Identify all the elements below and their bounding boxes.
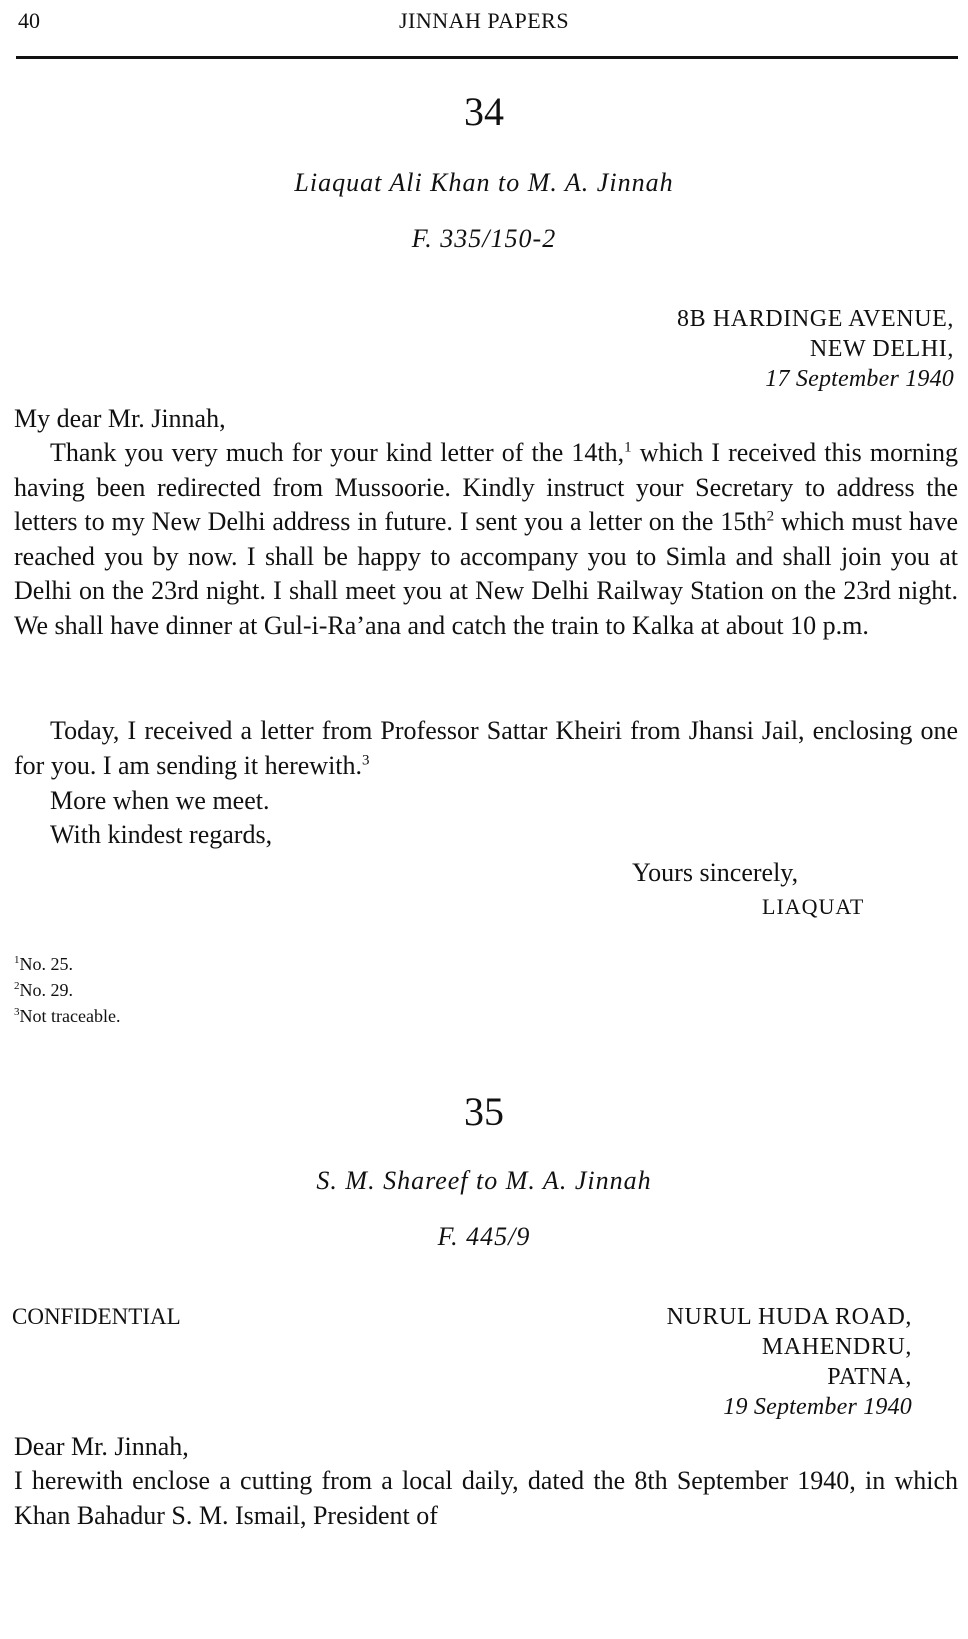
doc34-signature: LIAQUAT	[762, 894, 865, 919]
footnote-3-mark: 3	[14, 1006, 20, 1018]
doc35-classification: CONFIDENTIAL	[12, 1304, 181, 1329]
header-rule	[16, 56, 958, 59]
doc35-address-line1: NURUL HUDA ROAD,	[666, 1304, 912, 1330]
footnote-ref-3: 3	[362, 751, 370, 768]
footnote-1-mark: 1	[14, 954, 20, 966]
doc34-address-line2: NEW DELHI,	[809, 336, 954, 362]
doc34-paragraph-1	[14, 436, 958, 644]
doc35-reference: F. 445/9	[437, 1222, 531, 1251]
doc34-title: Liaquat Ali Khan to M. A. Jinnah	[294, 168, 674, 197]
doc35-date: 19 September 1940	[723, 1394, 912, 1420]
running-title: JINNAH PAPERS	[398, 8, 570, 33]
footnote-ref-1: 1	[624, 439, 632, 456]
doc34-address-line1: 8B HARDINGE AVENUE,	[677, 306, 954, 332]
footnote-3	[14, 1006, 120, 1027]
doc35-number: 35	[464, 1089, 504, 1134]
doc34-reference: F. 335/150-2	[411, 224, 557, 253]
doc34-number: 34	[464, 89, 504, 134]
page-number: 40	[18, 8, 40, 33]
doc34-p1-text-c: which must have reached you by now. I shall be happy to accompany you to Simla and shall join you at Delhi on the 23rd night. I shall meet you at New Delhi Railway Station on the 23rd night. We shall have dinner at Gul-i-Ra’ana and catch the train to Kalka at about 10 p.m.	[14, 507, 958, 640]
doc35-title: S. M. Shareef to M. A. Jinnah	[316, 1166, 652, 1195]
doc34-paragraph-3: More when we meet.	[50, 786, 270, 815]
doc34-p2-text: Today, I received a letter from Professor Sattar Kheiri from Jhansi Jail, enclosing one for you. I am sending it herewith.	[14, 716, 958, 780]
doc35-salutation: Dear Mr. Jinnah,	[14, 1432, 189, 1461]
doc34-paragraph-2	[14, 714, 958, 783]
footnote-3-text: Not traceable.	[19, 1006, 121, 1026]
doc34-p1-text-a: Thank you very much for your kind letter of the 14th,	[50, 438, 625, 467]
doc35-paragraph-1: I herewith enclose a cutting from a local daily, dated the 8th September 1940, in which Khan Bahadur S. M. Ismail, President of	[14, 1466, 958, 1530]
doc34-closing: Yours sincerely,	[632, 858, 799, 887]
doc34-salutation: My dear Mr. Jinnah,	[14, 404, 226, 433]
doc35-address-line3: PATNA,	[827, 1364, 912, 1390]
doc34-p1-text-b: which I received this morning having been redirected from Mussoorie. Kindly instruct your Secretary to address the letters to my New Delhi address in future. I sent you a letter on the 15th	[14, 438, 958, 537]
footnote-2-mark: 2	[14, 980, 20, 992]
footnote-ref-2: 2	[766, 508, 775, 525]
doc34-date: 17 September 1940	[765, 366, 954, 392]
footnote-1	[14, 954, 73, 975]
doc35-address-line2: MAHENDRU,	[761, 1334, 912, 1360]
footnote-1-text: No. 25.	[19, 954, 73, 974]
footnote-2-text: No. 29.	[19, 980, 73, 1000]
footnote-2	[14, 980, 73, 1001]
doc34-paragraph-4: With kindest regards,	[50, 820, 273, 849]
